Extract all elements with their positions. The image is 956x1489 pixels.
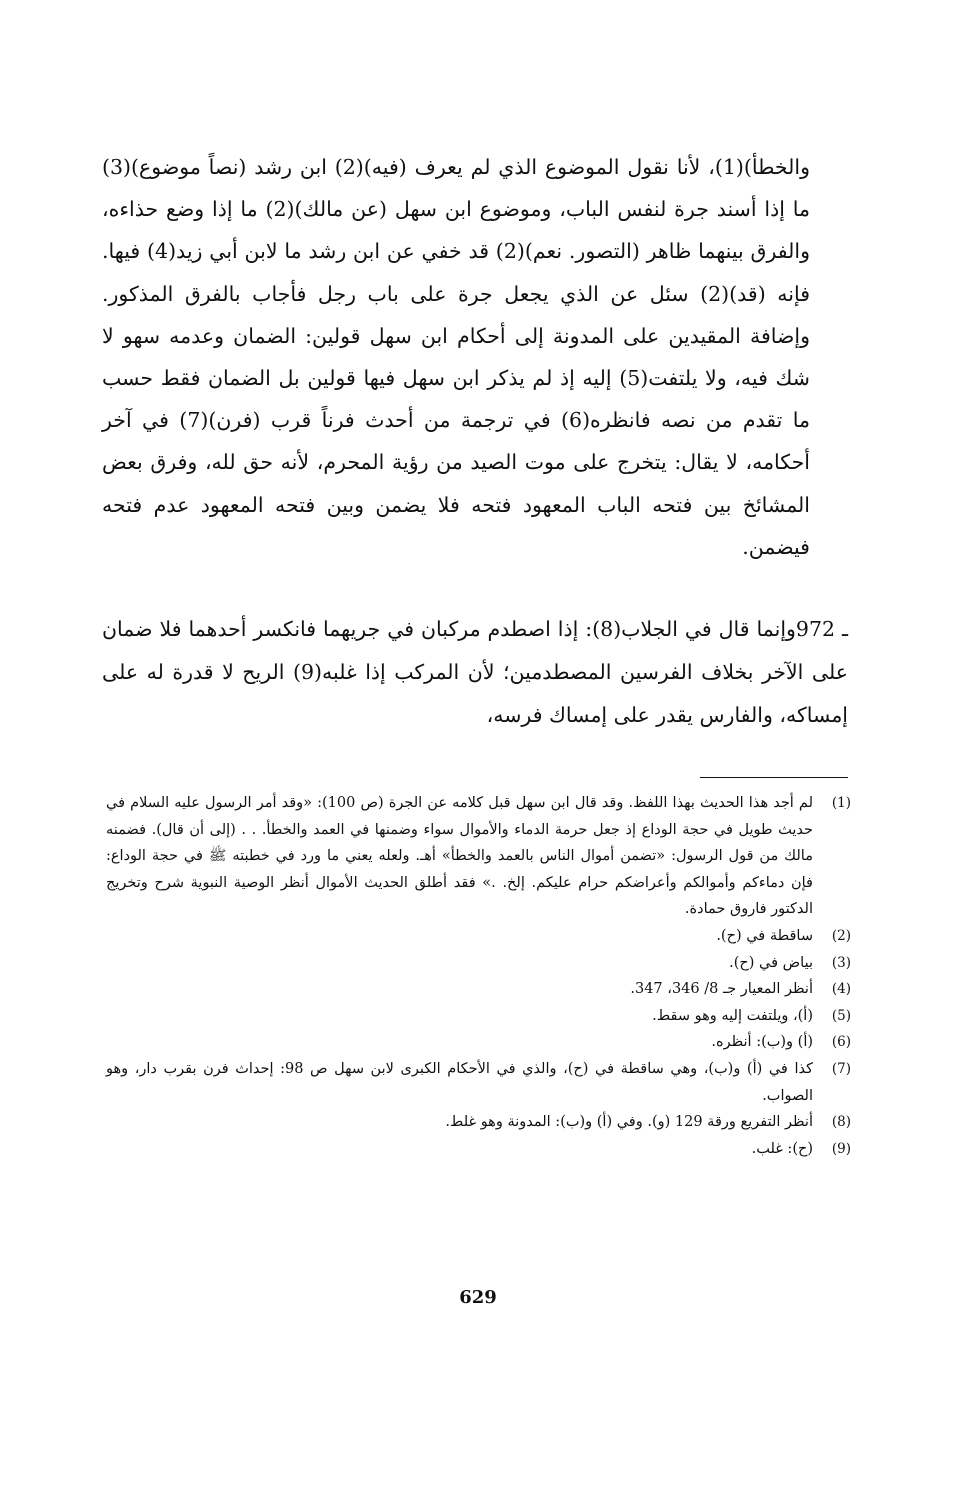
footnote-number: (3) [831,954,851,971]
footnote-number: (5) [831,1007,851,1024]
footnote-number: (8) [831,1114,851,1131]
footnote-text: بياض في (ح). [729,954,813,971]
footnote [106,1109,851,1136]
footnote-text: (أ) و(ب): أنظره. [711,1034,813,1051]
footnote-text: (ح): غلب. [751,1140,813,1157]
footnote-number: (6) [831,1034,851,1051]
footnote-text: ساقطة في (ح). [716,927,813,944]
numbered-paragraph-972 [102,608,848,737]
footnote [106,790,851,923]
paragraph-number: 972 ـ [795,617,848,641]
footnote-number: (1) [831,795,851,811]
footnote [106,1056,851,1109]
footnote [106,923,851,950]
body-paragraph: والخطأ)(1)، لأنا نقول الموضوع الذي لم يعرف (فيه)(2) ابن رشد (نصاً موضوع)(3) ما إذا أسند جرة لنفس الباب، وموضوع ابن سهل (عن مالك)(2) ما إذا وضع حذاءه، والفرق بينهما ظاهر (التصور. نعم)(2) قد خفي عن ابن رشد ما لابن أبي زيد(4) فيها. فإنه (قد)(2) سئل عن الذي يجعل جرة على باب رجل فأجاب بالفرق المذكور. وإضافة المقيدين على المدونة إلى أحكام ابن سهل قولين: الضمان وعدمه سهو لا شك فيه، ولا يلتفت(5) إليه إذ لم يذكر ابن سهل فيها قولين بل الضمان فقط حسب ما تقدم من نصه فانظره(6) في ترجمة من أحدث فرناً قرب (فرن)(7) في آخر أحكامه، لا يقال: يتخرج على موت الصيد من رؤية المحرم، لأنه حق لله، وفرق بعض المشائخ بين فتحه الباب المعهود فتحه فلا يضمن وبين فتحه المعهود عدم فتحه فيضمن. [102,155,811,559]
footnote [106,1136,851,1163]
footnote-number: (2) [831,927,851,944]
footnotes-section [106,790,851,1162]
footnote-text: لم أجد هذا الحديث بهذا اللفظ. وقد قال ابن سهل قبل كلامه عن الجرة (ص 100): «وقد أمر الرسول عليه السلام في حديث طويل في حجة الوداع إذ جعل حرمة الدماء والأموال سواء وضمنها في العمد والخطأ. . . (إلى أن قال). فضمنه مالك من قول الرسول: «تضمن أموال الناس بالعمد والخطأ» أهـ. ولعله يعني ما ورد في خطبته ﷺ في حجة الوداع: فإن دماءكم وأموالكم وأعراضكم حرام عليكم. إلخ. .» فقد أطلق الحديث الأموال أنظر الوصية النبوية شرح وتخريج الدكتور فاروق حمادة. [106,795,813,918]
footnote [106,950,851,977]
page-number: 629 [459,1287,497,1308]
footnote-text: كذا في (أ) و(ب)، وهي ساقطة في (ح)، والذي في الأحكام الكبرى لابن سهل ص 98: إحداث فرن بقرب دار، وهو الصواب. [106,1060,813,1104]
footnote-text: أنظر المعيار جـ 8/ 346، 347. [630,981,813,998]
footnote [106,1029,851,1056]
body-paragraph: وإنما قال في الجلاب(8): إذا اصطدم مركبان في جريهما فانكسر أحدهما فلا ضمان على الآخر بخلاف الفرسين المصطدمين؛ لأن المركب إذا غلبه(9) الريح لا قدرة له على إمساكه، والفارس يقدر على إمساك فرسه، [102,617,848,727]
footnote-number: (7) [831,1060,851,1077]
footnote-number: (9) [831,1140,851,1157]
footnote-separator [700,777,848,778]
footnote-text: أنظر التفريع ورقة 129 (و). وفي (أ) و(ب): المدونة وهو غلط. [445,1114,813,1131]
footnote [106,1003,851,1030]
footnote-number: (4) [831,981,851,998]
footnote [106,976,851,1003]
main-text-block [102,146,810,568]
footnote-text: (أ)، ويلتفت إليه وهو سقط. [652,1007,813,1024]
